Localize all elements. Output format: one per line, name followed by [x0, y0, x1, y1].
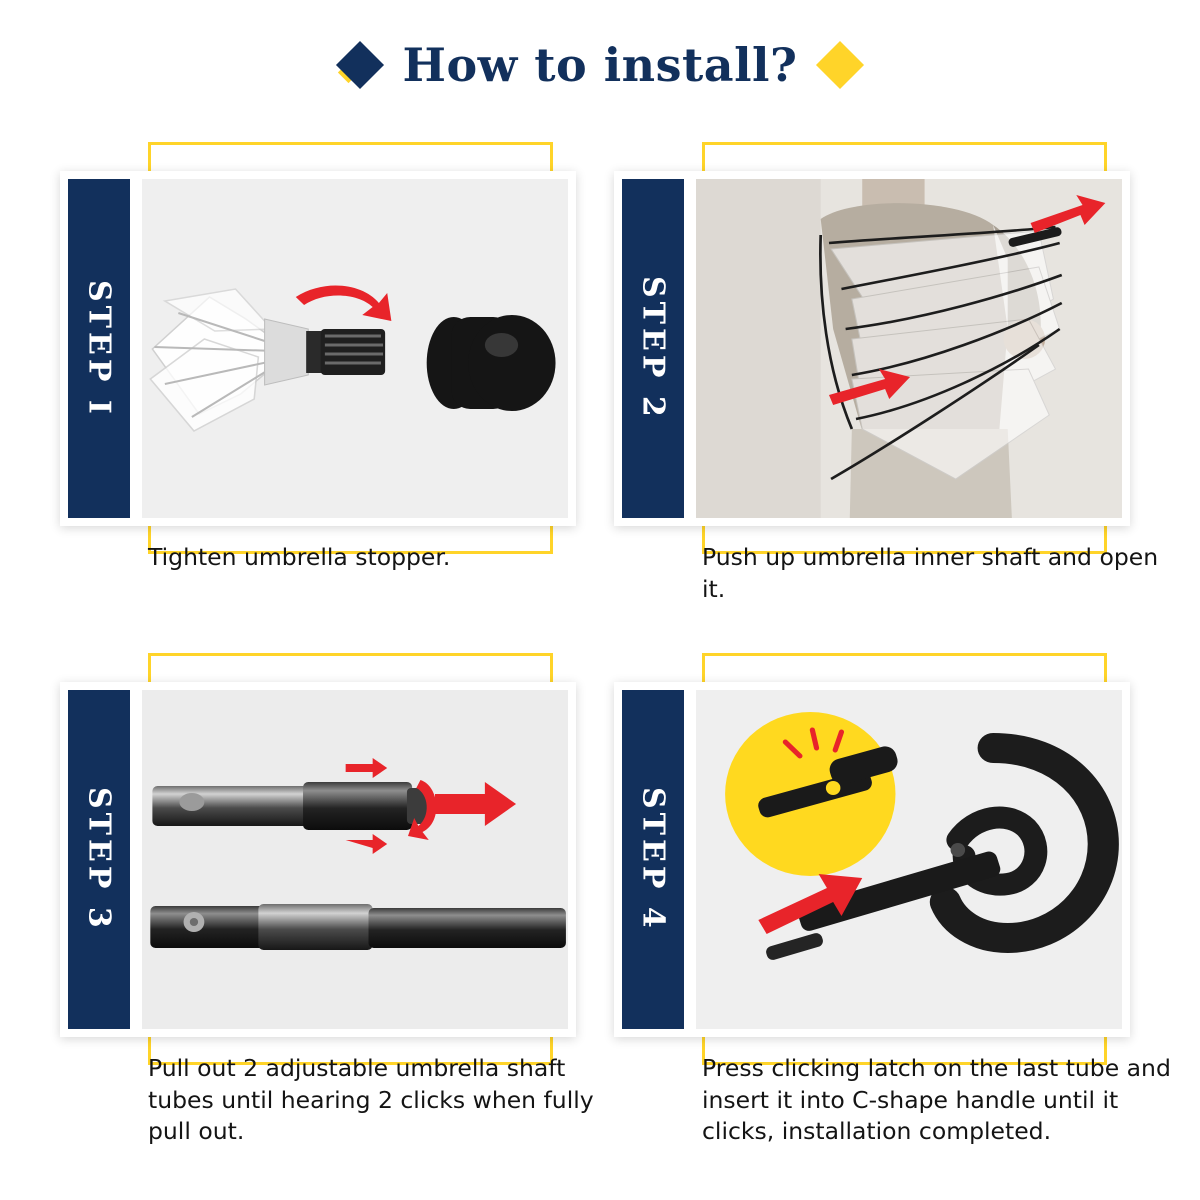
step-tab-4 — [622, 690, 684, 1029]
page-title: How to install? — [402, 38, 798, 92]
yellow-diamond-icon — [816, 41, 864, 89]
step-caption-4: Press clicking latch on the last tube and insert it into C-shape handle until it clicks, installation completed. — [702, 1054, 1171, 1146]
step-tab-label-2: STEP 2 — [635, 276, 671, 421]
step-image-3 — [142, 690, 568, 1029]
step-panel-4 — [614, 682, 1130, 1037]
step-caption-2: Push up umbrella inner shaft and open it. — [702, 543, 1159, 603]
step-image-1 — [142, 179, 568, 518]
navy-diamond-icon — [335, 41, 383, 89]
step-caption-1: Tighten umbrella stopper. — [148, 543, 451, 571]
step-tab-1 — [68, 179, 130, 518]
title-row — [343, 38, 858, 92]
step-tab-label-4: STEP 4 — [635, 787, 671, 932]
step-caption-3: Pull out 2 adjustable umbrella shaft tubes until hearing 2 clicks when fully pull out. — [148, 1054, 594, 1146]
page-header — [0, 0, 1200, 130]
step-image-2 — [696, 179, 1122, 518]
steps-grid — [0, 130, 1200, 1200]
step-tab-label-3: STEP 3 — [81, 787, 117, 932]
step-tab-3 — [68, 690, 130, 1029]
step-image-4 — [696, 690, 1122, 1029]
step-panel-3 — [60, 682, 576, 1037]
step-panel-1 — [60, 171, 576, 526]
step-tab-label-1: STEP I — [81, 279, 117, 418]
step-tab-2 — [622, 179, 684, 518]
step-panel-2 — [614, 171, 1130, 526]
